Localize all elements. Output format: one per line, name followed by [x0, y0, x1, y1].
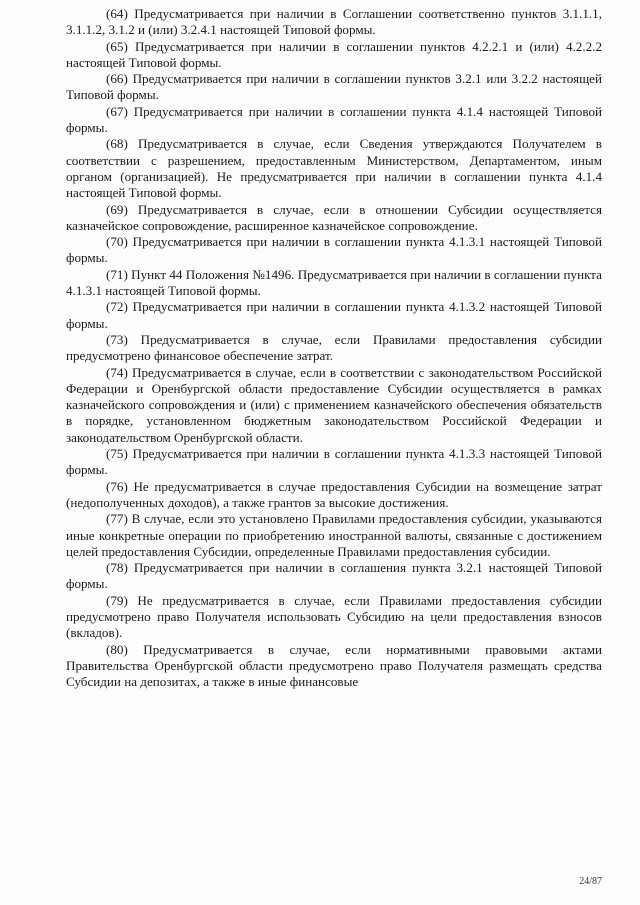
footnote-70: (70) Предусматривается при наличии в соглашении пункта 4.1.3.1 настоящей Типовой формы. [66, 234, 602, 266]
footnote-74: (74) Предусматривается в случае, если в соответствии с законодательством Российской Федерации и Оренбургской области предоставление Субсидии осуществляется в рамках казначейского сопровождения и (или) с применением казначейского обеспечения обязательств в порядке, установленном бюджетным законодательством Российской Федерации и законодательством Оренбургской области. [66, 364, 602, 445]
footnote-65: (65) Предусматривается при наличии в соглашении пунктов 4.2.2.1 и (или) 4.2.2.2 настоящей Типовой формы. [66, 38, 602, 70]
footnote-72: (72) Предусматривается при наличии в соглашении пункта 4.1.3.2 настоящей Типовой формы. [66, 299, 602, 331]
footnote-79: (79) Не предусматривается в случае, если Правилами предоставления субсидии предусмотрено право Получателя использовать Субсидию на цели предоставления взносов (вкладов). [66, 592, 602, 641]
footnotes-block [66, 6, 602, 690]
footnote-80: (80) Предусматривается в случае, если нормативными правовыми актами Правительства Оренбургской области предусмотрено право Получателя размещать средства Субсидии на депозитах, а также в иные финансовые [66, 641, 602, 690]
footnote-64: (64) Предусматривается при наличии в Соглашении соответственно пунктов 3.1.1.1, 3.1.1.2, 3.1.2 и (или) 3.2.4.1 настоящей Типовой формы. [66, 6, 602, 38]
footnote-73: (73) Предусматривается в случае, если Правилами предоставления субсидии предусмотрено финансовое обеспечение затрат. [66, 331, 602, 364]
footnote-78: (78) Предусматривается при наличии в соглашения пункта 3.2.1 настоящей Типовой формы. [66, 560, 602, 592]
footnote-69: (69) Предусматривается в случае, если в отношении Субсидии осуществляется казначейское сопровождение, расширенное казначейское сопровождение. [66, 201, 602, 233]
footnote-75: (75) Предусматривается при наличии в соглашении пункта 4.1.3.3 настоящей Типовой формы. [66, 446, 602, 478]
footnote-67: (67) Предусматривается при наличии в соглашении пункта 4.1.4 настоящей Типовой формы. [66, 103, 602, 136]
footnote-66: (66) Предусматривается при наличии в соглашении пунктов 3.2.1 или 3.2.2 настоящей Типовой формы. [66, 71, 602, 103]
footnote-71: (71) Пункт 44 Положения №1496. Предусматривается при наличии в соглашении пункта 4.1.3.1 настоящей Типовой формы. [66, 266, 602, 299]
page-number: 24/87 [579, 876, 602, 887]
footnote-76: (76) Не предусматривается в случае предоставления Субсидии на возмещение затрат (недополученных доходов), а также грантов за высокие достижения. [66, 478, 602, 510]
footnote-68: (68) Предусматривается в случае, если Сведения утверждаются Получателем в соответствии с разрешением, предоставленным Министерством, Департаментом, иным органом (организацией). Не предусматривается при наличии в соглашении пункта 4.1.4 настоящей Типовой формы. [66, 136, 602, 201]
footnote-77: (77) В случае, если это установлено Правилами предоставления субсидии, указываются иные конкретные операции по приобретению иностранной валюты, связанные с достижением целей предоставления Субсидии, определенные Правилами предоставления субсидии. [66, 511, 602, 559]
